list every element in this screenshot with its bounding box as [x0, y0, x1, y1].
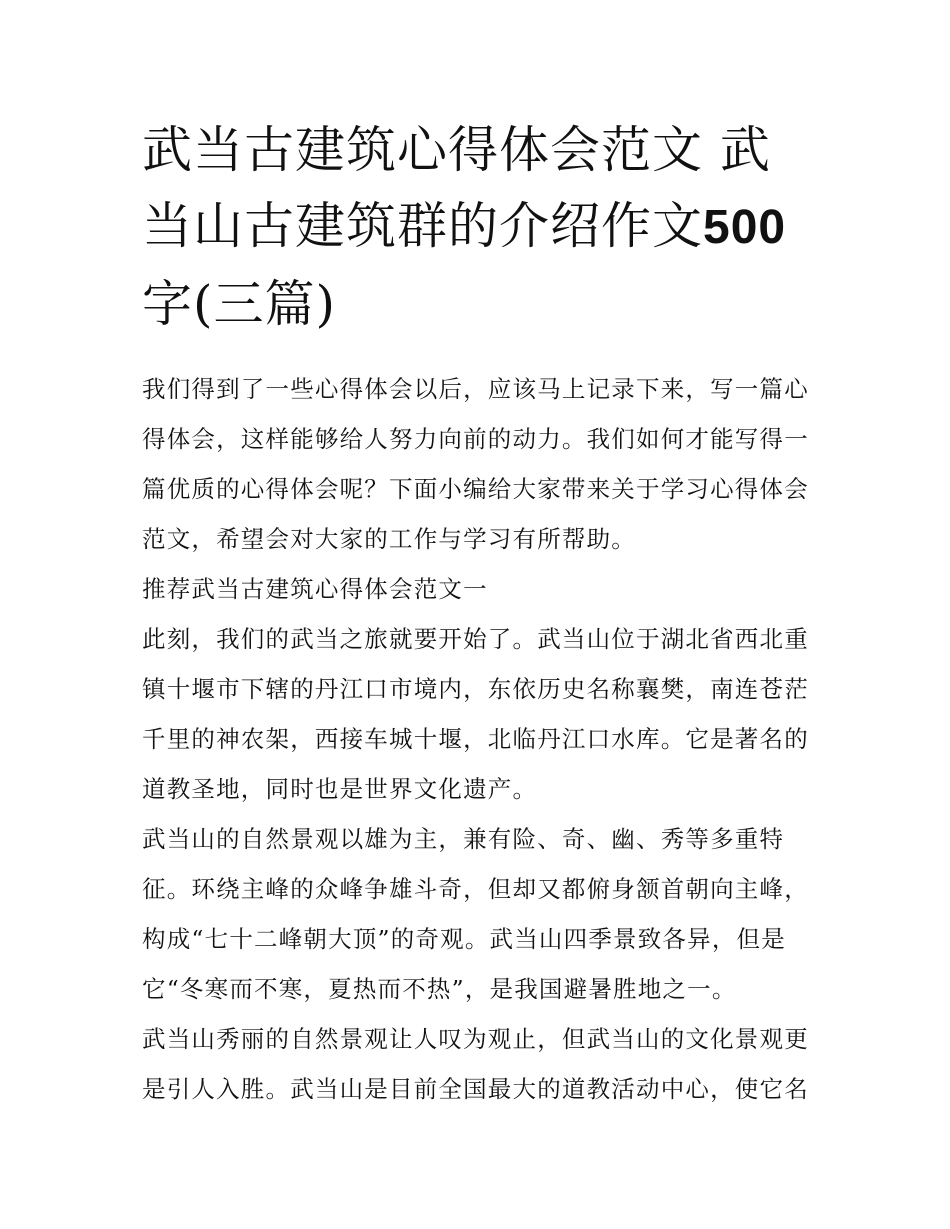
intro-paragraph: 我们得到了一些心得体会以后，应该马上记录下来，写一篇心得体会，这样能够给人努力向前的动力。我们如何才能写得一篇优质的心得体会呢？下面小编给大家带来关于学习心得体会范文，希望会对大家的工作与学习有所帮助。 — [142, 375, 809, 553]
document-page — [142, 112, 814, 1114]
document-title — [142, 112, 814, 342]
title-text-part2: 字(三篇) — [142, 275, 337, 333]
document-body — [142, 364, 814, 1114]
body-paragraph-1: 此刻，我们的武当之旅就要开始了。武当山位于湖北省西北重镇十堰市下辖的丹江口市境内，东依历史名称襄樊，南连苍茫千里的神农架，西接车城十堰，北临丹江口水库。它是著名的道教圣地，同时也是世界文化遗产。 — [142, 625, 809, 803]
body-paragraph-2: 武当山的自然景观以雄为主，兼有险、奇、幽、秀等多重特征。环绕主峰的众峰争雄斗奇，但却又都俯身颔首朝向主峰，构成“七十二峰朝大顶”的奇观。武当山四季景致各异，但是它“冬寒而不寒，夏热而不热”，是我国避暑胜地之一。 — [142, 825, 809, 1003]
section-heading: 推荐武当古建筑心得体会范文一 — [142, 575, 488, 603]
title-text-part1: 武当古建筑心得体会范文 武当山古建筑群的介绍作文 — [142, 121, 771, 255]
title-number: 500 — [703, 201, 787, 254]
body-paragraph-3: 武当山秀丽的自然景观让人叹为观止，但武当山的文化景观更是引人入胜。武当山是目前全国最大的道教活动中心，使它名 — [142, 1025, 809, 1103]
